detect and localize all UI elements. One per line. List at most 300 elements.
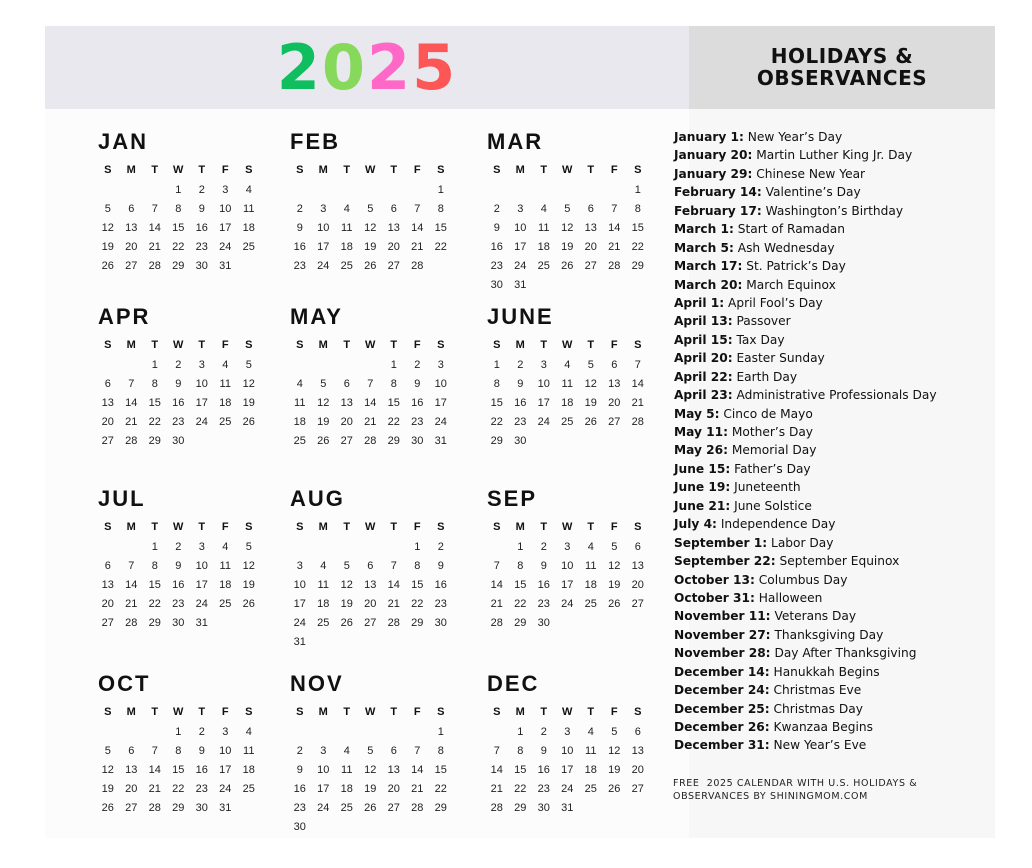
holiday-item xyxy=(674,534,984,552)
day-cell: 25 xyxy=(242,241,255,253)
day-cell: 6 xyxy=(390,203,397,215)
weekday-header: T xyxy=(343,706,351,718)
day-cell: 10 xyxy=(317,222,330,234)
day-cell: 17 xyxy=(514,241,527,253)
day-cell: 15 xyxy=(148,397,161,409)
day-cell: 3 xyxy=(222,184,229,196)
weekday-header: T xyxy=(151,521,159,533)
day-cell: 5 xyxy=(611,541,618,553)
day-cell: 29 xyxy=(514,617,527,629)
day-cell: 18 xyxy=(219,579,232,591)
month-days-grid xyxy=(485,335,655,451)
holiday-name: St. Patrick’s Day xyxy=(746,259,846,274)
day-cell: 1 xyxy=(517,541,524,553)
day-cell: 13 xyxy=(340,397,353,409)
empty-day-cell xyxy=(532,181,556,200)
day-cell: 24 xyxy=(317,802,330,814)
month-days-grid xyxy=(288,702,458,837)
day-cell: 8 xyxy=(175,203,182,215)
day-cell: 23 xyxy=(293,802,306,814)
day-cell: 1 xyxy=(390,359,397,371)
holiday-item xyxy=(674,220,984,238)
day-cell: 27 xyxy=(340,435,353,447)
day-cell: 13 xyxy=(584,222,597,234)
day-cell: 17 xyxy=(537,397,550,409)
month-sep xyxy=(485,485,655,633)
weekday-header: T xyxy=(587,164,595,176)
holiday-item xyxy=(674,700,984,718)
weekday-header: F xyxy=(610,339,618,351)
day-cell: 22 xyxy=(434,241,447,253)
weekday-header: S xyxy=(634,521,642,533)
month-days-grid xyxy=(96,702,266,818)
weekday-header: M xyxy=(515,706,525,718)
day-cell: 4 xyxy=(343,203,350,215)
holiday-item xyxy=(674,571,984,589)
day-cell: 28 xyxy=(411,802,424,814)
holiday-name: Cinco de Mayo xyxy=(723,406,813,421)
day-cell: 3 xyxy=(198,359,205,371)
day-cell: 2 xyxy=(198,726,205,738)
month-name: JAN xyxy=(98,129,149,154)
weekday-header: T xyxy=(390,706,398,718)
day-cell: 2 xyxy=(296,203,303,215)
day-cell: 12 xyxy=(242,560,255,572)
weekday-header: S xyxy=(493,339,501,351)
empty-day-cell xyxy=(509,181,533,200)
day-cell: 14 xyxy=(411,764,424,776)
holiday-item xyxy=(674,239,984,257)
empty-day-cell xyxy=(120,538,144,557)
year-header xyxy=(45,26,689,109)
day-cell: 23 xyxy=(172,416,185,428)
day-cell: 25 xyxy=(340,802,353,814)
footer-line1: FREE 2025 CALENDAR WITH U.S. HOLIDAYS & xyxy=(673,778,918,789)
day-cell: 10 xyxy=(434,378,447,390)
empty-day-cell xyxy=(312,181,336,200)
day-cell: 3 xyxy=(437,359,444,371)
day-cell: 27 xyxy=(387,802,400,814)
day-cell: 24 xyxy=(219,783,232,795)
holiday-name: Halloween xyxy=(758,590,823,605)
day-cell: 26 xyxy=(364,260,377,272)
day-cell: 1 xyxy=(437,184,444,196)
day-cell: 21 xyxy=(490,783,503,795)
holiday-item xyxy=(674,257,984,275)
holiday-name: Father’s Day xyxy=(734,461,811,476)
holiday-date: September 22: xyxy=(674,554,776,569)
day-cell: 14 xyxy=(364,397,377,409)
day-cell: 3 xyxy=(564,726,571,738)
weekday-header: T xyxy=(151,339,159,351)
day-cell: 7 xyxy=(493,745,500,757)
day-cell: 24 xyxy=(537,416,550,428)
day-cell: 17 xyxy=(317,783,330,795)
day-cell: 19 xyxy=(561,241,574,253)
day-cell: 22 xyxy=(172,783,185,795)
weekday-header: M xyxy=(126,706,136,718)
day-cell: 20 xyxy=(584,241,597,253)
day-cell: 30 xyxy=(411,435,424,447)
day-cell: 15 xyxy=(514,764,527,776)
day-cell: 1 xyxy=(634,184,641,196)
day-cell: 29 xyxy=(514,802,527,814)
holiday-date: April 1: xyxy=(674,295,725,310)
day-cell: 31 xyxy=(293,636,306,648)
day-cell: 1 xyxy=(151,541,158,553)
holiday-name: Valentine’s Day xyxy=(765,185,861,200)
day-cell: 19 xyxy=(340,598,353,610)
weekday-header: F xyxy=(610,706,618,718)
day-cell: 12 xyxy=(584,378,597,390)
holiday-item xyxy=(674,441,984,459)
day-cell: 13 xyxy=(101,397,114,409)
month-june xyxy=(485,303,655,451)
holiday-item xyxy=(674,626,984,644)
day-cell: 3 xyxy=(540,359,547,371)
empty-day-cell xyxy=(579,181,603,200)
day-cell: 18 xyxy=(219,397,232,409)
month-days-grid xyxy=(485,160,655,295)
holiday-date: April 20: xyxy=(674,351,733,366)
holiday-item xyxy=(674,368,984,386)
day-cell: 12 xyxy=(561,222,574,234)
day-cell: 13 xyxy=(387,222,400,234)
holiday-item xyxy=(674,423,984,441)
day-cell: 21 xyxy=(125,598,138,610)
holiday-date: December 31: xyxy=(674,738,770,753)
holiday-item xyxy=(674,515,984,533)
day-cell: 13 xyxy=(608,378,621,390)
weekday-header: W xyxy=(562,521,573,533)
day-cell: 28 xyxy=(631,416,644,428)
month-mar xyxy=(485,128,655,295)
day-cell: 8 xyxy=(437,745,444,757)
day-cell: 28 xyxy=(608,260,621,272)
holiday-date: May 5: xyxy=(674,406,720,421)
day-cell: 23 xyxy=(293,260,306,272)
day-cell: 26 xyxy=(584,416,597,428)
day-cell: 23 xyxy=(172,598,185,610)
day-cell: 14 xyxy=(411,222,424,234)
day-cell: 11 xyxy=(243,203,255,215)
day-cell: 7 xyxy=(634,359,641,371)
day-cell: 25 xyxy=(293,435,306,447)
holiday-date: November 27: xyxy=(674,627,771,642)
month-days-grid xyxy=(288,160,458,276)
holiday-item xyxy=(674,276,984,294)
weekday-header: M xyxy=(126,164,136,176)
weekday-header: M xyxy=(126,339,136,351)
month-aug xyxy=(288,485,458,652)
weekday-header: F xyxy=(221,164,229,176)
weekday-header: T xyxy=(540,706,548,718)
footer-credit xyxy=(673,777,973,803)
weekday-header: W xyxy=(365,339,376,351)
day-cell: 14 xyxy=(125,579,138,591)
day-cell: 14 xyxy=(148,222,161,234)
day-cell: 14 xyxy=(490,579,503,591)
day-cell: 30 xyxy=(537,802,550,814)
day-cell: 16 xyxy=(172,579,185,591)
empty-day-cell xyxy=(603,181,627,200)
day-cell: 11 xyxy=(538,222,550,234)
day-cell: 26 xyxy=(242,416,255,428)
holiday-date: April 15: xyxy=(674,332,733,347)
day-cell: 22 xyxy=(387,416,400,428)
holiday-date: July 4: xyxy=(674,517,717,532)
weekday-header: M xyxy=(126,521,136,533)
day-cell: 6 xyxy=(390,745,397,757)
holiday-name: New Year’s Day xyxy=(747,130,843,144)
day-cell: 28 xyxy=(411,260,424,272)
day-cell: 21 xyxy=(364,416,377,428)
weekday-header: F xyxy=(221,706,229,718)
holiday-date: January 29: xyxy=(674,166,753,181)
day-cell: 18 xyxy=(340,783,353,795)
weekday-header: T xyxy=(540,521,548,533)
weekday-header: S xyxy=(437,706,445,718)
empty-day-cell xyxy=(143,723,167,742)
day-cell: 27 xyxy=(125,260,138,272)
day-cell: 9 xyxy=(198,203,205,215)
holiday-name: Tax Day xyxy=(736,332,785,347)
empty-day-cell xyxy=(288,356,312,375)
weekday-header: M xyxy=(515,521,525,533)
day-cell: 13 xyxy=(125,222,138,234)
day-cell: 26 xyxy=(101,802,114,814)
day-cell: 18 xyxy=(317,598,330,610)
day-cell: 27 xyxy=(608,416,621,428)
day-cell: 6 xyxy=(128,745,135,757)
month-name: DEC xyxy=(487,671,540,696)
day-cell: 6 xyxy=(367,560,374,572)
day-cell: 6 xyxy=(634,726,641,738)
day-cell: 4 xyxy=(320,560,327,572)
holiday-name: Columbus Day xyxy=(758,572,848,587)
day-cell: 2 xyxy=(175,541,182,553)
weekday-header: M xyxy=(515,164,525,176)
day-cell: 11 xyxy=(341,764,353,776)
day-cell: 19 xyxy=(101,783,114,795)
day-cell: 1 xyxy=(151,359,158,371)
weekday-header: S xyxy=(493,164,501,176)
day-cell: 10 xyxy=(561,745,574,757)
day-cell: 6 xyxy=(343,378,350,390)
day-cell: 7 xyxy=(151,745,158,757)
day-cell: 5 xyxy=(367,745,374,757)
empty-day-cell xyxy=(335,356,359,375)
day-cell: 27 xyxy=(584,260,597,272)
empty-day-cell xyxy=(335,181,359,200)
day-cell: 12 xyxy=(242,378,255,390)
holiday-date: November 28: xyxy=(674,646,771,661)
holiday-name: Mother’s Day xyxy=(731,425,814,439)
holiday-item xyxy=(674,331,984,349)
day-cell: 30 xyxy=(293,821,306,833)
day-cell: 7 xyxy=(151,203,158,215)
weekday-header: S xyxy=(634,706,642,718)
holiday-name: Veterans Day xyxy=(774,609,857,624)
day-cell: 29 xyxy=(434,802,447,814)
day-cell: 3 xyxy=(296,560,303,572)
weekday-header: T xyxy=(343,521,351,533)
day-cell: 11 xyxy=(243,745,255,757)
month-feb xyxy=(288,128,458,276)
day-cell: 2 xyxy=(540,726,547,738)
day-cell: 13 xyxy=(631,560,644,572)
day-cell: 4 xyxy=(540,203,547,215)
day-cell: 7 xyxy=(367,378,374,390)
day-cell: 19 xyxy=(242,579,255,591)
day-cell: 5 xyxy=(245,359,252,371)
day-cell: 18 xyxy=(537,241,550,253)
holiday-date: January 1: xyxy=(674,130,744,144)
weekday-header: S xyxy=(296,164,304,176)
day-cell: 8 xyxy=(437,203,444,215)
holiday-item xyxy=(674,202,984,220)
day-cell: 19 xyxy=(317,416,330,428)
holiday-name: Independence Day xyxy=(720,517,836,532)
day-cell: 29 xyxy=(387,435,400,447)
day-cell: 20 xyxy=(631,579,644,591)
day-cell: 6 xyxy=(611,359,618,371)
day-cell: 9 xyxy=(296,764,303,776)
day-cell: 5 xyxy=(245,541,252,553)
holiday-name: Day After Thanksgiving xyxy=(774,646,917,661)
day-cell: 21 xyxy=(631,397,644,409)
day-cell: 1 xyxy=(175,726,182,738)
weekday-header: S xyxy=(104,706,112,718)
empty-day-cell xyxy=(359,723,383,742)
holiday-date: January 20: xyxy=(674,148,753,163)
day-cell: 16 xyxy=(195,222,208,234)
holiday-item xyxy=(674,165,984,183)
weekday-header: M xyxy=(318,706,328,718)
day-cell: 8 xyxy=(175,745,182,757)
day-cell: 2 xyxy=(175,359,182,371)
day-cell: 29 xyxy=(172,802,185,814)
holiday-date: March 17: xyxy=(674,259,743,274)
day-cell: 3 xyxy=(517,203,524,215)
day-cell: 8 xyxy=(634,203,641,215)
day-cell: 26 xyxy=(561,260,574,272)
month-name: MAR xyxy=(487,129,544,154)
day-cell: 29 xyxy=(490,435,503,447)
day-cell: 22 xyxy=(631,241,644,253)
day-cell: 30 xyxy=(537,617,550,629)
day-cell: 13 xyxy=(125,764,138,776)
day-cell: 20 xyxy=(101,416,114,428)
empty-day-cell xyxy=(485,723,509,742)
holiday-name: Earth Day xyxy=(736,369,798,384)
holiday-name: June Solstice xyxy=(734,498,812,513)
day-cell: 15 xyxy=(631,222,644,234)
day-cell: 30 xyxy=(172,617,185,629)
day-cell: 28 xyxy=(125,435,138,447)
holiday-date: June 15: xyxy=(674,461,731,476)
month-days-grid xyxy=(96,335,266,451)
holiday-name: Washington’s Birthday xyxy=(765,203,904,218)
day-cell: 16 xyxy=(172,397,185,409)
weekday-header: T xyxy=(343,339,351,351)
weekday-header: M xyxy=(318,164,328,176)
day-cell: 16 xyxy=(537,764,550,776)
day-cell: 24 xyxy=(434,416,447,428)
day-cell: 25 xyxy=(219,598,232,610)
year-digit: 0 xyxy=(321,31,367,104)
day-cell: 9 xyxy=(437,560,444,572)
day-cell: 6 xyxy=(104,378,111,390)
day-cell: 24 xyxy=(219,241,232,253)
day-cell: 19 xyxy=(364,783,377,795)
day-cell: 21 xyxy=(608,241,621,253)
empty-day-cell xyxy=(335,723,359,742)
day-cell: 16 xyxy=(195,764,208,776)
day-cell: 9 xyxy=(493,222,500,234)
holiday-item xyxy=(674,663,984,681)
day-cell: 25 xyxy=(317,617,330,629)
day-cell: 28 xyxy=(125,617,138,629)
day-cell: 31 xyxy=(434,435,447,447)
holiday-name: Chinese New Year xyxy=(756,166,866,181)
empty-day-cell xyxy=(382,538,406,557)
day-cell: 20 xyxy=(608,397,621,409)
weekday-header: W xyxy=(562,339,573,351)
holiday-item xyxy=(674,349,984,367)
day-cell: 27 xyxy=(101,435,114,447)
empty-day-cell xyxy=(288,181,312,200)
day-cell: 18 xyxy=(584,764,597,776)
empty-day-cell xyxy=(406,723,430,742)
day-cell: 31 xyxy=(514,279,527,291)
day-cell: 5 xyxy=(587,359,594,371)
empty-day-cell xyxy=(485,538,509,557)
empty-day-cell xyxy=(288,538,312,557)
day-cell: 19 xyxy=(608,764,621,776)
day-cell: 17 xyxy=(434,397,447,409)
weekday-header: T xyxy=(390,164,398,176)
weekday-header: T xyxy=(540,339,548,351)
month-dec xyxy=(485,670,655,818)
month-oct xyxy=(96,670,266,818)
empty-day-cell xyxy=(120,181,144,200)
holiday-item xyxy=(674,312,984,330)
day-cell: 14 xyxy=(148,764,161,776)
day-cell: 20 xyxy=(125,783,138,795)
day-cell: 20 xyxy=(364,598,377,610)
day-cell: 7 xyxy=(414,745,421,757)
day-cell: 9 xyxy=(540,745,547,757)
day-cell: 28 xyxy=(490,617,503,629)
holidays-title-line2: OBSERVANCES xyxy=(756,66,928,90)
day-cell: 16 xyxy=(434,579,447,591)
day-cell: 1 xyxy=(493,359,500,371)
day-cell: 4 xyxy=(245,184,252,196)
day-cell: 22 xyxy=(514,783,527,795)
day-cell: 14 xyxy=(125,397,138,409)
weekday-header: F xyxy=(413,521,421,533)
empty-day-cell xyxy=(312,723,336,742)
day-cell: 30 xyxy=(490,279,503,291)
day-cell: 16 xyxy=(514,397,527,409)
day-cell: 13 xyxy=(631,745,644,757)
day-cell: 29 xyxy=(148,617,161,629)
weekday-header: W xyxy=(173,521,184,533)
weekday-header: S xyxy=(493,521,501,533)
month-name: NOV xyxy=(290,671,344,696)
day-cell: 11 xyxy=(317,579,329,591)
